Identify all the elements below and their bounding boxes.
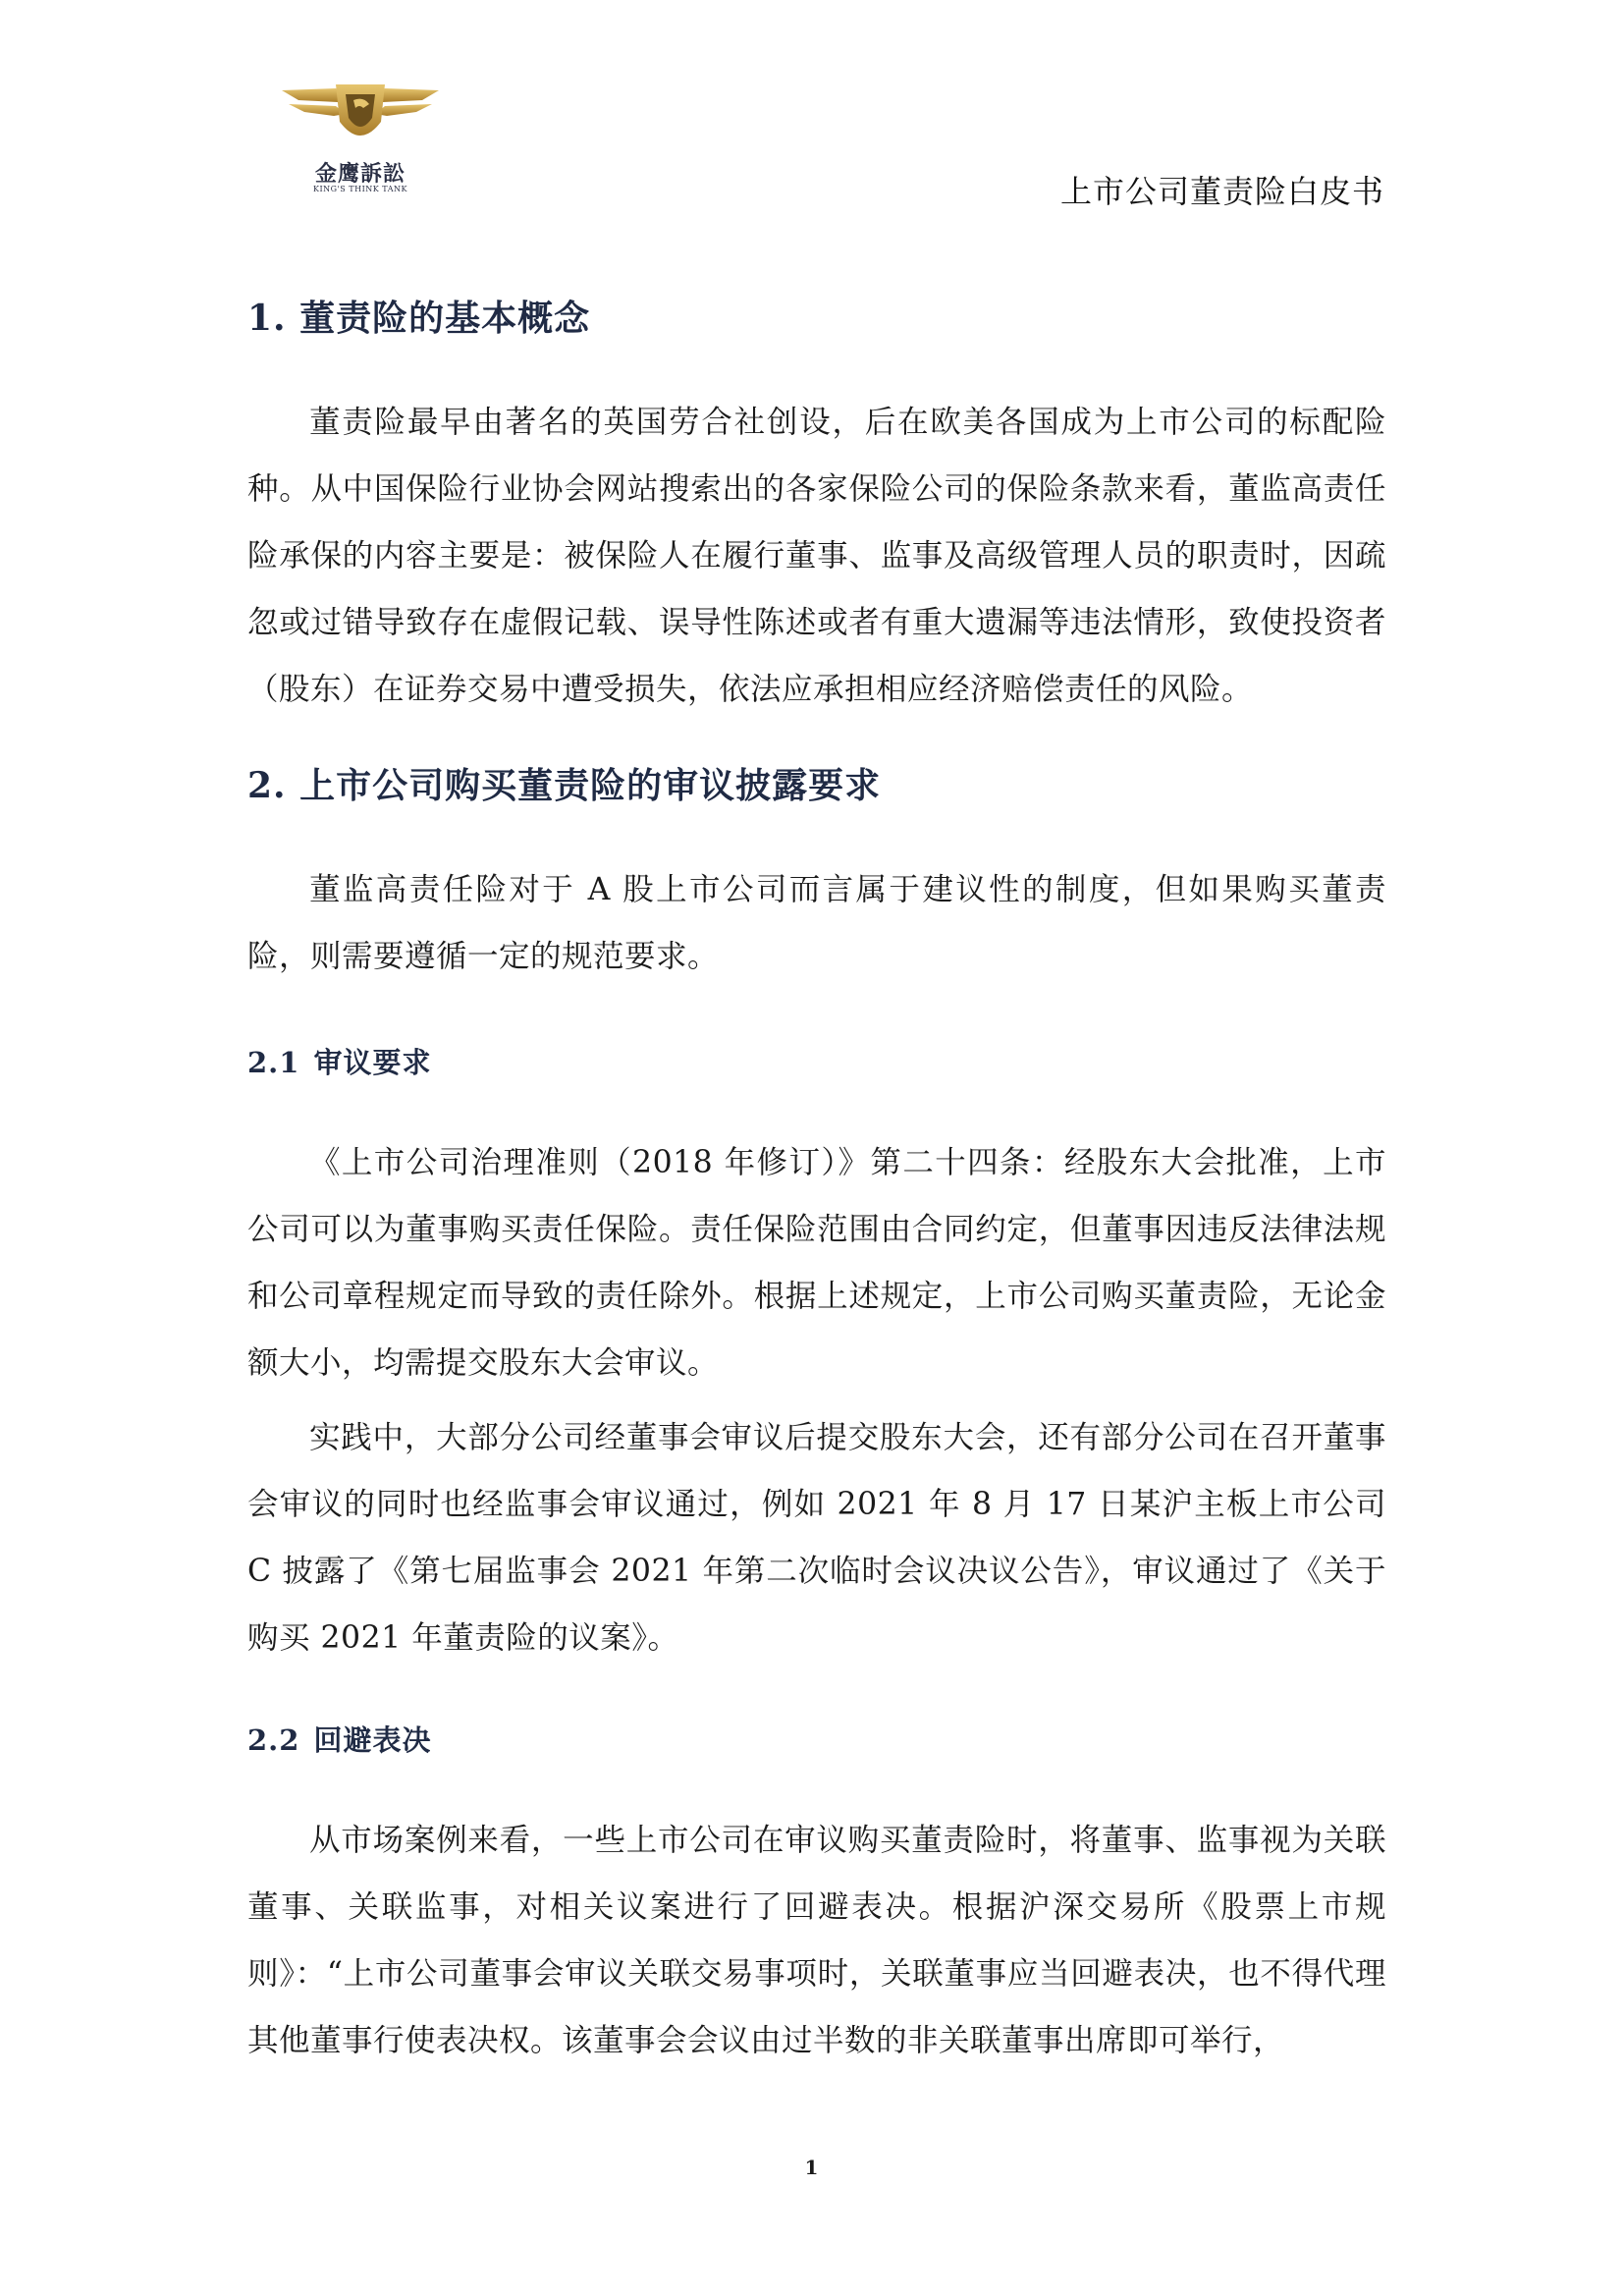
section-1-heading: 1. 董责险的基本概念: [247, 298, 591, 339]
section-2-paragraph: 董监高责任险对于 A 股上市公司而言属于建议性的制度，但如果购买董责险，则需要遵循一定的规范要求。: [247, 872, 1386, 974]
section-2-heading: 2. 上市公司购买董责险的审议披露要求: [247, 765, 882, 806]
eagle-emblem-icon: [277, 79, 444, 157]
section-2-1-title: 审议要求: [313, 1046, 432, 1079]
section-2-2-title: 回避表决: [313, 1723, 432, 1757]
company-logo: [277, 79, 444, 196]
section-2-1-heading: [247, 1041, 431, 1081]
section-2-2-number: 2.2: [247, 1723, 300, 1757]
section-2-2-paragraph: 从市场案例来看，一些上市公司在审议购买董责险时，将董事、监事视为关联董事、关联监事，对相关议案进行了回避表决。根据沪深交易所《股票上市规则》：“上市公司董事会审议关联交易事项时，关联董事应当回避表决，也不得代理其他董事行使表决权。该董事会会议由过半数的非关联董事出席即可举行，: [247, 1823, 1386, 2058]
section-2-1-paragraph-1: 《上市公司治理准则（2018 年修订）》第二十四条：经股东大会批准，上市公司可以为董事购买责任保险。责任保险范围由合同约定，但董事因违反法律法规和公司章程规定而导致的责任除外。根据上述规定，上市公司购买董责险，无论金额大小，均需提交股东大会审议。: [247, 1145, 1386, 1381]
section-2-1-number: 2.1: [247, 1046, 300, 1079]
logo-english-name: KING'S THINK TANK: [313, 185, 407, 193]
logo-chinese-name: 金鹰訴訟: [314, 161, 406, 187]
section-2-1-paragraph-2: 实践中，大部分公司经董事会审议后提交股东大会，还有部分公司在召开董事会审议的同时也经监事会审议通过，例如 2021 年 8 月 17 日某沪主板上市公司 C 披露了《第七届监事会 2021 年第二次临时会议决议公告》，审议通过了《关于购买 2021 年董责险的议案》。: [247, 1420, 1386, 1656]
document-title: 上市公司董责险白皮书: [1059, 173, 1384, 210]
section-1-paragraph: 董责险最早由著名的英国劳合社创设，后在欧美各国成为上市公司的标配险种。从中国保险行业协会网站搜索出的各家保险公司的保险条款来看，董监高责任险承保的内容主要是：被保险人在履行董事、监事及高级管理人员的职责时，因疏忽或过错导致存在虚假记载、误导性陈述或者有重大遗漏等违法情形，致使投资者（股东）在证券交易中遭受损失，依法应承担相应经济赔偿责任的风险。: [247, 405, 1386, 707]
page-number: 1: [804, 2156, 819, 2179]
section-2-2-heading: [247, 1719, 431, 1759]
